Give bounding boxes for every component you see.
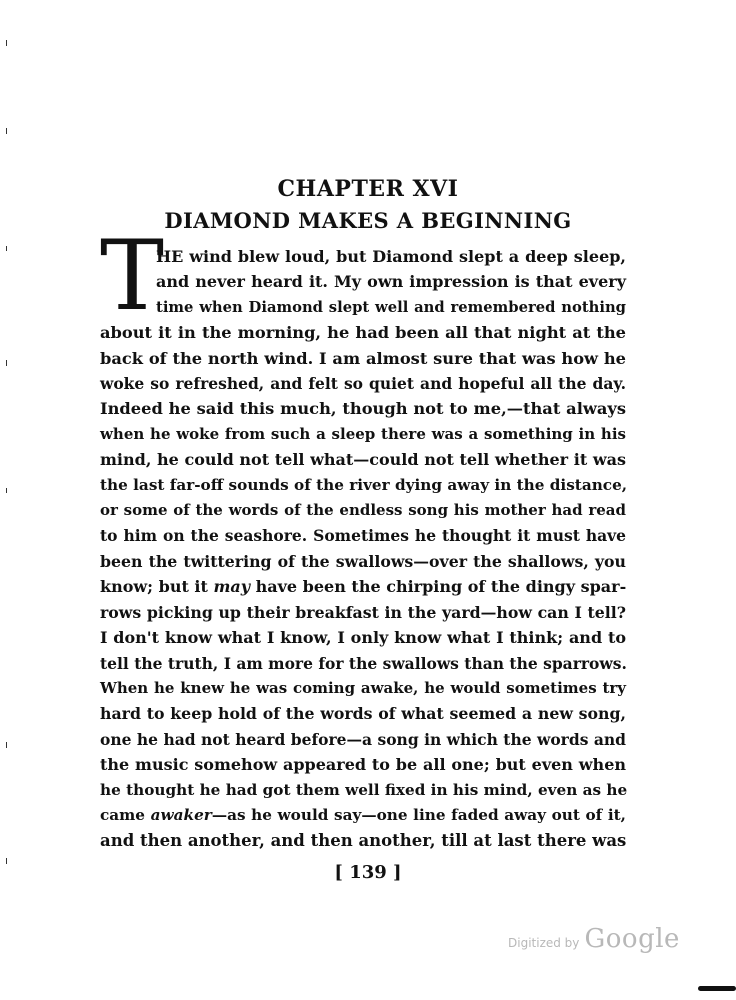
margin-tick <box>6 360 7 366</box>
text-line: mind, he could not tell what—could not tell whether it was <box>100 450 626 470</box>
text-line: about it in the morning, he had been all that night at the <box>100 323 626 343</box>
watermark-prefix: Digitized by <box>508 936 580 950</box>
google-logo: Google <box>584 924 680 954</box>
text-line: time when Diamond slept well and remembered nothing <box>156 298 626 316</box>
chapter-number: CHAPTER XVI <box>277 176 459 202</box>
text-line: hard to keep hold of the words of what seemed a new song, <box>100 704 626 724</box>
chapter-title: DIAMOND MAKES A BEGINNING <box>164 208 572 233</box>
margin-tick <box>6 128 7 134</box>
chapter-body-text <box>100 244 626 854</box>
margin-tick <box>6 246 7 251</box>
text-line: he thought he had got them well fixed in his mind, even as he <box>100 780 628 799</box>
text-line: been the twittering of the swallows—over the shallows, you <box>100 551 626 571</box>
text-line: HE wind blew loud, but Diamond slept a deep sleep, <box>156 247 626 266</box>
text-line: to him on the seashore. Sometimes he thought it must have <box>100 526 626 546</box>
text-line: and then another, and then another, till at last there was <box>100 831 627 851</box>
drop-cap: T <box>100 220 165 332</box>
text-line: Indeed he said this much, though not to me,—that always <box>100 399 626 419</box>
text-line: know; but it may have been the chirping of the dingy spar- <box>100 577 627 597</box>
text-line: the music somehow appeared to be all one; but even when <box>100 755 626 775</box>
text-line: woke so refreshed, and felt so quiet and hopeful all the day. <box>100 374 626 394</box>
text-line: I don't know what I know, I only know what I think; and to <box>100 628 626 648</box>
text-line: tell the truth, I am more for the swallows than the sparrows. <box>100 653 627 673</box>
margin-tick <box>6 488 7 493</box>
text-line: rows picking up their breakfast in the yard—how can I tell? <box>100 602 626 622</box>
text-line: came awaker—as he would say—one line faded away out of it, <box>100 805 626 824</box>
digitized-by-google-watermark <box>508 924 680 954</box>
italic-word: awaker <box>150 805 212 824</box>
italic-word: may <box>213 577 251 597</box>
text-line: when he woke from such a sleep there was a something in his <box>100 424 626 443</box>
text-line: back of the north wind. I am almost sure that was how he <box>100 348 626 368</box>
text-line: or some of the words of the endless song his mother had read <box>100 501 626 520</box>
text-line: one he had not heard before—a song in which the words and <box>100 729 626 749</box>
margin-tick <box>6 742 7 748</box>
text-line: and never heard it. My own impression is that every <box>156 272 626 292</box>
margin-tick <box>6 40 7 46</box>
page-number: [ 139 ] <box>334 862 402 883</box>
text-line: the last far-off sounds of the river dying away in the distance, <box>100 475 628 494</box>
text-line: When he knew he was coming awake, he would sometimes try <box>100 678 626 697</box>
scan-edge-mark <box>698 986 736 991</box>
